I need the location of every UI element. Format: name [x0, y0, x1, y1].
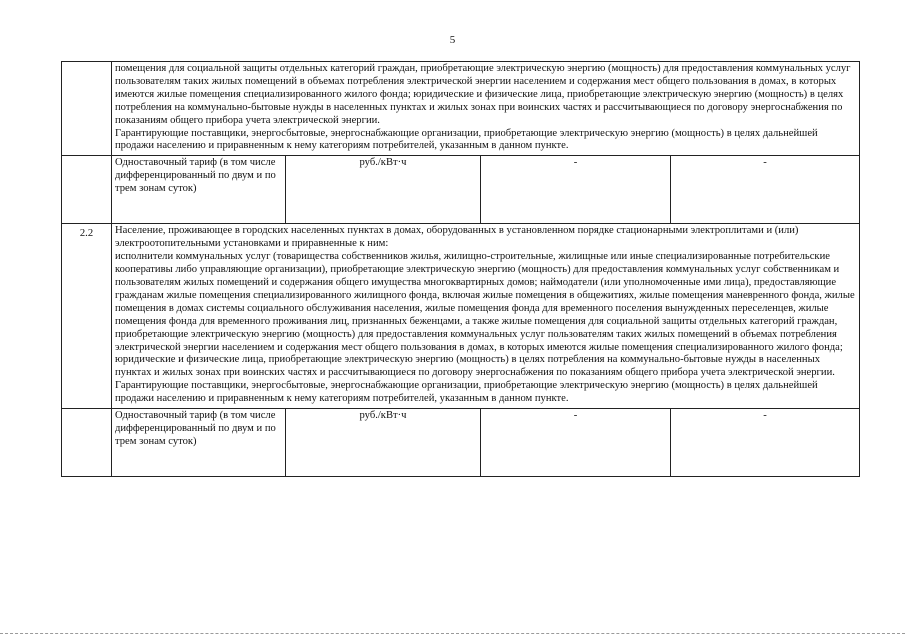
scan-edge-line — [0, 633, 905, 634]
tariff-name-cell: Одноставочный тариф (в том числе дифференцированный по двум и по трем зонам суток) — [112, 156, 286, 224]
description-paragraph: Гарантирующие поставщики, энергосбытовые, энергоснабжающие организации, приобретающие электрическую энергию (мощность) в целях дальнейшей продажи населению и приравненным к нему категориям потребителей, указанным в данном пункте. — [115, 380, 818, 405]
tariff-value-cell: - — [481, 156, 671, 224]
table-row-top-description — [62, 62, 860, 156]
description-cell — [112, 224, 860, 409]
description-cell — [112, 62, 860, 156]
table-row-top-tariff — [62, 156, 860, 224]
description-paragraph: Население, проживающее в городских населенных пунктах в домах, оборудованных в установленном порядке стационарными электроплитами и (или) электроотопительными установками и приравненные к ним: — [115, 225, 799, 250]
tariff-value-cell: - — [671, 156, 860, 224]
tariff-unit-cell: руб./кВт·ч — [286, 409, 481, 477]
row-number-cell: 2.2 — [62, 224, 112, 409]
tariff-name-cell: Одноставочный тариф (в том числе дифференцированный по двум и по трем зонам суток) — [112, 409, 286, 477]
tariff-table — [61, 61, 860, 477]
row-number-cell — [62, 409, 112, 477]
row-number-cell — [62, 156, 112, 224]
row-number-cell — [62, 62, 112, 156]
tariff-value-cell: - — [671, 409, 860, 477]
table-row-2-2-description — [62, 224, 860, 409]
description-paragraph: исполнители коммунальных услуг (товарищества собственников жилья, жилищно-строительные, жилищные или иные специализированные потребительские кооперативы либо управляющие организации), приобретающие электрическую энергию (мощность) для предоставления коммунальных услуг собственникам и пользователям жилых помещений и содержания общего имущества многоквартирных домов; наймодатели (или уполномоченные ими лица), предоставляющие гражданам жилые помещения специализированного жилищного фонда, включая жилые помещения в общежитиях, жилые помещения маневренного фонда, жилые помещения в домах системы социального обслуживания населения, жилые помещения фонда для временного поселения вынужденных переселенцев, жилые помещения фонда для временного проживания лиц, признанных беженцами, а также жилые помещения для социальной защиты отдельных категорий граждан, приобретающие электрическую энергию (мощность) для предоставления коммунальных услуг пользователям таких жилых помещений в объемах потребления электрической энергии населением и содержания мест общего пользования в домах, в которых имеются жилые помещения специализированного жилого фонда; юридические и физические лица, приобретающие электрическую энергию (мощность) в целях потребления на коммунально-бытовые нужды в населенных пунктах и жилых зонах при воинских частях и рассчитывающиеся по договору энергоснабжения по показаниям общего прибора учета электрической энергии. — [115, 251, 855, 379]
description-paragraph: помещения для социальной защиты отдельных категорий граждан, приобретающие электрическую энергию (мощность) для предоставления коммунальных услуг пользователям таких жилых помещений в объемах потребления электрической энергии населением и содержания мест общего пользования в домах, в которых имеются жилые помещения специализированного жилого фонда; юридические и физические лица, приобретающие электрическую энергию (мощность) в целях потребления на коммунально-бытовые нужды в населенных пунктах и жилых зонах при воинских частях и рассчитывающиеся по договору энергоснабжения по показаниям общего прибора учета электрической энергии. — [115, 63, 851, 126]
description-paragraph: Гарантирующие поставщики, энергосбытовые, энергоснабжающие организации, приобретающие электрическую энергию (мощность) в целях дальнейшей продажи населению и приравненным к нему категориям потребителей, указанным в данном пункте. — [115, 127, 818, 152]
page-number: 5 — [449, 34, 456, 46]
tariff-unit-cell: руб./кВт·ч — [286, 156, 481, 224]
table-row-2-2-tariff — [62, 409, 860, 477]
tariff-value-cell: - — [481, 409, 671, 477]
